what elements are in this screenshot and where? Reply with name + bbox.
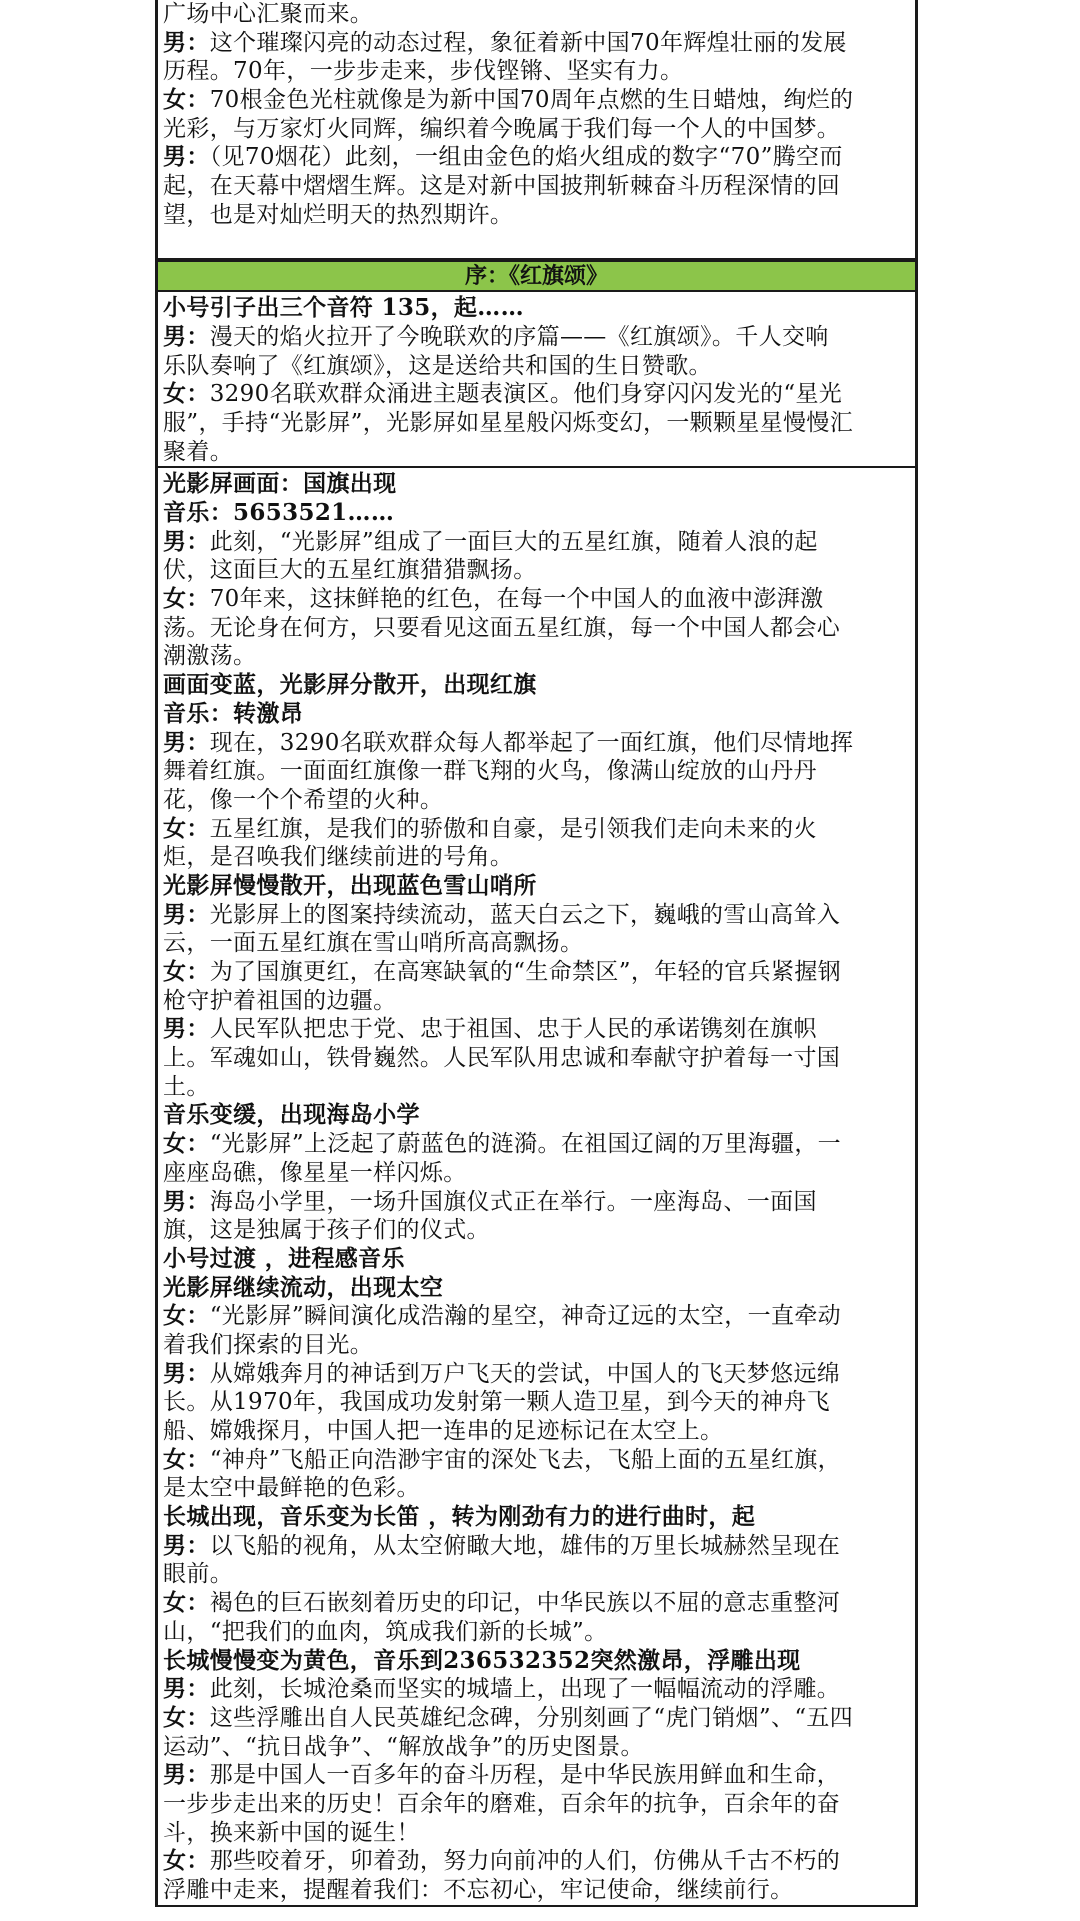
dialogue-text: 炬，是召唤我们继续前进的号角。	[163, 844, 514, 871]
dialogue-text: 伏，这面巨大的五星红旗猎猎飘扬。	[163, 557, 537, 584]
dialogue-line	[163, 29, 910, 58]
dialogue-text: 舞着红旗。一面面红旗像一群飞翔的火鸟，像满山绽放的山丹丹	[163, 758, 817, 785]
dialogue-text: 云，一面五星红旗在雪山哨所高高飘扬。	[163, 930, 584, 957]
dialogue-line	[163, 987, 910, 1016]
dialogue-line	[163, 1073, 910, 1102]
dialogue-text: 浮雕中走来，提醒着我们：不忘初心，牢记使命，继续前行。	[163, 1877, 794, 1903]
speaker-label: 男：	[163, 527, 210, 555]
dialogue-line	[163, 323, 910, 352]
speaker-label: 男：	[163, 1675, 210, 1703]
stage-direction: 小号引子出三个音符 135，起……	[163, 294, 524, 322]
speaker-label: 男：	[163, 728, 210, 756]
dialogue-text: 座座岛礁，像星星一样闪烁。	[163, 1159, 467, 1186]
dialogue-text: 起，在天幕中熠熠生辉。这是对新中国披荆斩棘奋斗历程深情的回	[163, 173, 841, 200]
dialogue-text: 上。军魂如山，铁骨巍然。人民军队用忠诚和奉献守护着每一寸国	[163, 1045, 841, 1072]
dialogue-line	[163, 815, 910, 844]
dialogue-text: 服”，手持“光影屏”，光影屏如星星般闪烁变幻，一颗颗星星慢慢汇	[163, 409, 854, 436]
dialogue-line	[163, 1589, 910, 1618]
dialogue-line	[163, 1159, 910, 1188]
speaker-label: 女：	[163, 585, 210, 613]
stage-direction: 音乐变缓，出现海岛小学	[163, 1101, 420, 1129]
dialogue-text: 这些浮雕出自人民英雄纪念碑，分别刻画了“虎门销烟”、“五四	[209, 1704, 854, 1731]
dialogue-text: 70根金色光柱就像是为新中国70周年点燃的生日蜡烛，绚烂的	[209, 87, 854, 114]
dialogue-line	[163, 1704, 910, 1733]
dialogue-text: 望，也是对灿烂明天的热烈期许。	[163, 201, 514, 228]
dialogue-line	[163, 1819, 910, 1848]
speaker-label: 男：	[163, 1531, 210, 1559]
dialogue-text: 广场中心汇聚而来。	[163, 1, 374, 27]
dialogue-line	[163, 86, 910, 115]
dialogue-text: 潮激荡。	[163, 643, 257, 670]
dialogue-text: 海岛小学里，一场升国旗仪式正在举行。一座海岛、一面国	[209, 1188, 817, 1215]
dialogue-line	[163, 1474, 910, 1503]
speaker-label: 男：	[163, 143, 210, 171]
dialogue-line	[163, 614, 910, 643]
stage-direction: 音乐：5653521……	[163, 499, 395, 526]
dialogue-text: 70年来，这抹鲜艳的红色，在每一个中国人的血液中澎湃激	[209, 586, 824, 613]
speaker-label: 男：	[163, 322, 210, 350]
speaker-label: 女：	[163, 1847, 210, 1875]
dialogue-line	[163, 786, 910, 815]
dialogue-text: 漫天的焰火拉开了今晚联欢的序篇——《红旗颂》。千人交响	[209, 323, 829, 350]
dialogue-text: 此刻，“光影屏”组成了一面巨大的五星红旗，随着人浪的起	[209, 528, 818, 555]
dialogue-line	[163, 1790, 910, 1819]
dialogue-line	[163, 1331, 910, 1360]
dialogue-line	[163, 115, 910, 144]
speaker-label: 男：	[163, 1187, 210, 1215]
dialogue-line	[163, 729, 910, 758]
dialogue-text: 山，“把我们的血肉，筑成我们新的长城”。	[163, 1618, 608, 1645]
dialogue-line	[163, 1446, 910, 1475]
dialogue-line	[163, 958, 910, 987]
dialogue-line	[163, 57, 910, 86]
dialogue-line	[163, 585, 910, 614]
dialogue-text: 船、嫦娥探月，中国人把一连串的足迹标记在太空上。	[163, 1418, 724, 1444]
dialogue-text: 3290名联欢群众涌进主题表演区。他们身穿闪闪发光的“星光	[209, 381, 843, 408]
script-document	[155, 0, 918, 1907]
speaker-label: 女：	[163, 1703, 210, 1731]
dialogue-line	[163, 201, 910, 230]
dialogue-text: 那些咬着牙，卯着劲，努力向前冲的人们，仿佛从千古不朽的	[209, 1848, 841, 1875]
speaker-label: 女：	[163, 86, 210, 114]
dialogue-line	[163, 1302, 910, 1331]
dialogue-line	[163, 352, 910, 381]
speaker-label: 女：	[163, 814, 210, 842]
dialogue-text: 荡。无论身在何方，只要看见这面五星红旗，每一个中国人都会心	[163, 614, 841, 641]
dialogue-text: （见70烟花）此刻，一组由金色的焰火组成的数字“70”腾空而	[209, 144, 843, 171]
dialogue-line	[163, 1360, 910, 1389]
dialogue-text: “神舟”飞船正向浩渺宇宙的深处飞去，飞船上面的五星红旗，	[209, 1446, 842, 1473]
dialogue-line	[163, 172, 910, 201]
dialogue-text: 长。从1970年，我国成功发射第一颗人造卫星，到今天的神舟飞	[163, 1389, 831, 1416]
dialogue-line	[163, 1130, 910, 1159]
dialogue-line	[163, 1761, 910, 1790]
dialogue-line	[163, 1188, 910, 1217]
dialogue-line	[163, 1388, 910, 1417]
dialogue-line	[163, 929, 910, 958]
dialogue-line	[163, 1216, 910, 1245]
dialogue-text: 运动”、“抗日战争”、“解放战争”的历史图景。	[163, 1733, 644, 1760]
dialogue-line	[163, 1015, 910, 1044]
dialogue-text: 这个璀璨闪亮的动态过程，象征着新中国70年辉煌壮丽的发展	[209, 29, 847, 56]
dialogue-text: 褐色的巨石嵌刻着历史的印记，中华民族以不屈的意志重整河	[209, 1590, 841, 1617]
dialogue-text: “光影屏”瞬间演化成浩瀚的星空，神奇辽远的太空，一直牵动	[209, 1303, 842, 1330]
dialogue-line	[163, 843, 910, 872]
dialogue-line	[163, 143, 910, 172]
dialogue-text: 为了国旗更红，在高寒缺氧的“生命禁区”，年轻的官兵紧握钢	[209, 959, 842, 985]
stage-direction: 光影屏画面：国旗出现	[163, 470, 397, 498]
stage-direction: 小号过渡 ，进程感音乐	[163, 1244, 405, 1272]
stage-direction: 音乐：转激昂	[163, 699, 304, 727]
dialogue-line	[163, 528, 910, 557]
dialogue-line	[163, 1532, 910, 1561]
dialogue-line	[163, 1044, 910, 1073]
dialogue-line	[163, 1847, 910, 1876]
dialogue-line	[163, 409, 910, 438]
stage-direction: 画面变蓝，光影屏分散开，出现红旗	[163, 671, 537, 699]
section-header: 序：《红旗颂》	[155, 260, 918, 292]
dialogue-line	[163, 1876, 910, 1905]
dialogue-text: 土。	[163, 1073, 210, 1100]
dialogue-text: “光影屏”上泛起了蔚蓝色的涟漪。在祖国辽阔的万里海疆，一	[209, 1131, 842, 1158]
script-cell-intro	[155, 0, 918, 260]
speaker-label: 女：	[163, 380, 210, 408]
speaker-label: 男：	[163, 28, 210, 56]
speaker-label: 男：	[163, 1359, 210, 1387]
dialogue-text: 斗，换来新中国的诞生！	[163, 1819, 420, 1846]
speaker-label: 男：	[163, 1015, 210, 1043]
dialogue-text: 历程。70年，一步步走来，步伐铿锵、坚实有力。	[163, 58, 684, 85]
dialogue-line	[163, 757, 910, 786]
dialogue-text: 花，像一个个希望的火种。	[163, 786, 444, 813]
dialogue-line	[163, 1675, 910, 1704]
dialogue-text: 以飞船的视角，从太空俯瞰大地，雄伟的万里长城赫然呈现在	[209, 1532, 841, 1559]
speaker-label: 女：	[163, 1445, 210, 1473]
dialogue-line	[163, 1618, 910, 1647]
dialogue-line	[163, 1560, 910, 1589]
dialogue-text: 一步步走出来的历史！百余年的磨难，百余年的抗争，百余年的奋	[163, 1790, 841, 1817]
dialogue-text: 光彩，与万家灯火同辉，编织着今晚属于我们每一个人的中国梦。	[163, 115, 841, 142]
speaker-label: 女：	[163, 958, 210, 985]
dialogue-line	[163, 438, 910, 467]
dialogue-text: 乐队奏响了《红旗颂》，这是送给共和国的生日赞歌。	[163, 352, 712, 379]
dialogue-line	[163, 901, 910, 930]
speaker-label: 男：	[163, 1761, 210, 1789]
dialogue-text: 从嫦娥奔月的神话到万户飞天的尝试，中国人的飞天梦悠远绵	[209, 1360, 841, 1387]
dialogue-text: 着我们探索的目光。	[163, 1331, 374, 1358]
dialogue-text: 聚着。	[163, 438, 234, 465]
dialogue-text: 此刻，长城沧桑而坚实的城墙上，出现了一幅幅流动的浮雕。	[209, 1676, 841, 1703]
dialogue-text: 现在，3290名联欢群众每人都举起了一面红旗，他们尽情地挥	[209, 729, 854, 756]
stage-direction: 长城出现，音乐变为长笛 ，转为刚劲有力的进行曲时，起	[163, 1503, 756, 1531]
stage-direction: 光影屏慢慢散开，出现蓝色雪山哨所	[163, 871, 537, 899]
dialogue-line	[163, 556, 910, 585]
speaker-label: 女：	[163, 1589, 210, 1617]
dialogue-text: 人民军队把忠于党、忠于祖国、忠于人民的承诺镌刻在旗帜	[209, 1016, 817, 1043]
speaker-label: 女：	[163, 1302, 210, 1330]
speaker-label: 女：	[163, 1130, 210, 1158]
dialogue-line	[163, 0, 910, 29]
dialogue-line	[163, 1417, 910, 1446]
dialogue-text: 眼前。	[163, 1561, 234, 1588]
dialogue-text: 是太空中最鲜艳的色彩。	[163, 1475, 420, 1502]
dialogue-line	[163, 380, 910, 409]
speaker-label: 男：	[163, 900, 210, 928]
dialogue-text: 五星红旗，是我们的骄傲和自豪，是引领我们走向未来的火	[209, 815, 817, 842]
script-cell-flag	[155, 468, 918, 1906]
script-cell-prelude	[155, 292, 918, 468]
dialogue-line	[163, 1733, 910, 1762]
dialogue-line	[163, 230, 910, 259]
dialogue-text: 枪守护着祖国的边疆。	[163, 987, 397, 1014]
dialogue-text: 旗，这是独属于孩子们的仪式。	[163, 1217, 490, 1244]
stage-direction: 长城慢慢变为黄色，音乐到236532352突然激昂，浮雕出现	[163, 1646, 801, 1674]
dialogue-text: 光影屏上的图案持续流动，蓝天白云之下，巍峨的雪山高耸入	[209, 901, 841, 928]
dialogue-line	[163, 642, 910, 671]
stage-direction: 光影屏继续流动，出现太空	[163, 1273, 444, 1301]
dialogue-text: 那是中国人一百多年的奋斗历程，是中华民族用鲜血和生命，	[209, 1762, 841, 1789]
